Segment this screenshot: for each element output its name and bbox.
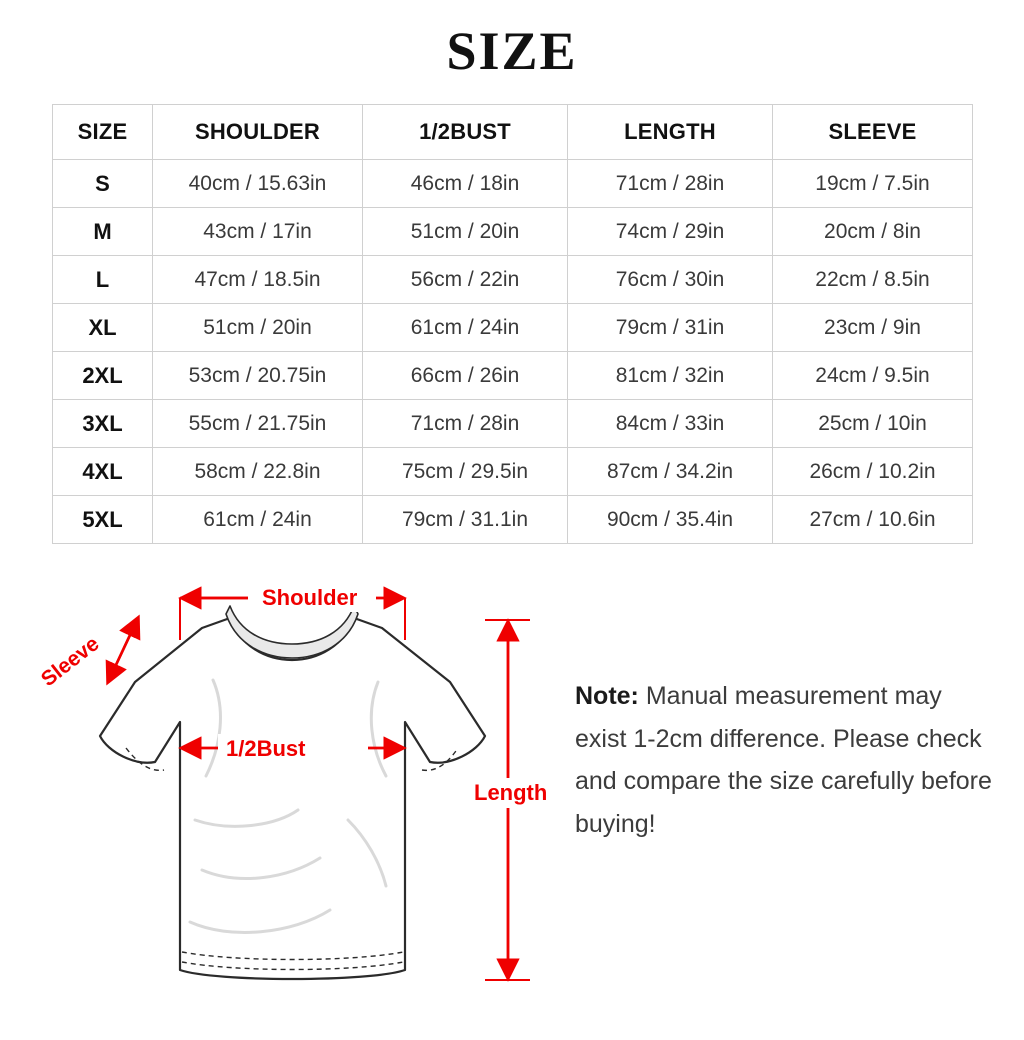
length-measure-arrow <box>470 620 550 980</box>
cell-length: 87cm / 34.2in <box>568 448 773 496</box>
column-header-size: SIZE <box>53 105 153 160</box>
cell-sleeve: 25cm / 10in <box>773 400 973 448</box>
cell-bust: 71cm / 28in <box>363 400 568 448</box>
cell-sleeve: 19cm / 7.5in <box>773 160 973 208</box>
size-table <box>52 104 973 544</box>
column-header-bust: 1/2BUST <box>363 105 568 160</box>
table-body <box>53 160 973 544</box>
cell-shoulder: 53cm / 20.75in <box>153 352 363 400</box>
cell-length: 81cm / 32in <box>568 352 773 400</box>
column-header-length: LENGTH <box>568 105 773 160</box>
bust-label: 1/2Bust <box>226 736 306 761</box>
cell-size: S <box>53 160 153 208</box>
cell-length: 84cm / 33in <box>568 400 773 448</box>
cell-size: 3XL <box>53 400 153 448</box>
table-row <box>53 352 973 400</box>
cell-sleeve: 24cm / 9.5in <box>773 352 973 400</box>
sleeve-measure-arrow <box>37 618 138 691</box>
cell-bust: 51cm / 20in <box>363 208 568 256</box>
measurement-section <box>0 570 1024 1040</box>
cell-sleeve: 22cm / 8.5in <box>773 256 973 304</box>
note-block <box>575 675 995 845</box>
cell-bust: 61cm / 24in <box>363 304 568 352</box>
cell-size: 5XL <box>53 496 153 544</box>
cell-size: L <box>53 256 153 304</box>
table-row <box>53 496 973 544</box>
shoulder-label: Shoulder <box>262 585 358 610</box>
note-text: Manual measurement may exist 1-2cm difference. Please check and compare the size carefully before buying! <box>575 682 992 838</box>
page-title: SIZE <box>446 21 578 81</box>
cell-sleeve: 20cm / 8in <box>773 208 973 256</box>
cell-shoulder: 58cm / 22.8in <box>153 448 363 496</box>
tshirt-diagram <box>30 570 550 1030</box>
table-header <box>53 105 973 160</box>
cell-shoulder: 55cm / 21.75in <box>153 400 363 448</box>
cell-sleeve: 23cm / 9in <box>773 304 973 352</box>
cell-bust: 56cm / 22in <box>363 256 568 304</box>
cell-length: 71cm / 28in <box>568 160 773 208</box>
tshirt-illustration <box>100 606 485 979</box>
cell-length: 79cm / 31in <box>568 304 773 352</box>
cell-size: M <box>53 208 153 256</box>
table-row <box>53 208 973 256</box>
cell-length: 74cm / 29in <box>568 208 773 256</box>
cell-length: 90cm / 35.4in <box>568 496 773 544</box>
cell-bust: 66cm / 26in <box>363 352 568 400</box>
cell-length: 76cm / 30in <box>568 256 773 304</box>
column-header-shoulder: SHOULDER <box>153 105 363 160</box>
cell-size: 4XL <box>53 448 153 496</box>
cell-sleeve: 27cm / 10.6in <box>773 496 973 544</box>
table-header-row <box>53 105 973 160</box>
cell-size: 2XL <box>53 352 153 400</box>
table-row <box>53 160 973 208</box>
sleeve-label: Sleeve <box>36 632 104 692</box>
size-table-container <box>52 104 972 544</box>
cell-sleeve: 26cm / 10.2in <box>773 448 973 496</box>
cell-bust: 46cm / 18in <box>363 160 568 208</box>
cell-shoulder: 51cm / 20in <box>153 304 363 352</box>
cell-shoulder: 47cm / 18.5in <box>153 256 363 304</box>
table-row <box>53 400 973 448</box>
cell-shoulder: 61cm / 24in <box>153 496 363 544</box>
cell-size: XL <box>53 304 153 352</box>
cell-shoulder: 40cm / 15.63in <box>153 160 363 208</box>
cell-bust: 79cm / 31.1in <box>363 496 568 544</box>
table-row <box>53 304 973 352</box>
cell-bust: 75cm / 29.5in <box>363 448 568 496</box>
table-row <box>53 448 973 496</box>
table-row <box>53 256 973 304</box>
cell-shoulder: 43cm / 17in <box>153 208 363 256</box>
length-label: Length <box>474 780 548 805</box>
column-header-sleeve: SLEEVE <box>773 105 973 160</box>
note-label: Note: <box>575 682 639 710</box>
